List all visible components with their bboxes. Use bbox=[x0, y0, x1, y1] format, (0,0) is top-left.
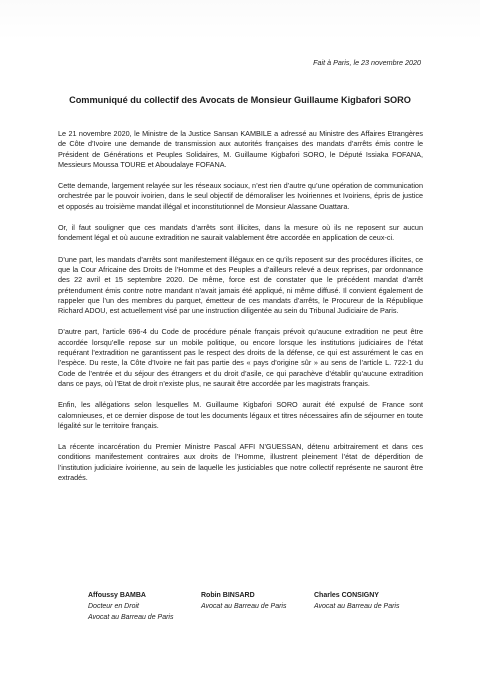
paragraph: Enfin, les allégations selon lesquelles M. Guillaume Kigbafori SORO aurait été expulsé de France sont calomnieuses, et ce dernier dispose de tout les documents légaux et titres nécessaires afin de séjourner en toute légalité sur le territoire français. bbox=[58, 400, 423, 430]
signatory-title: Avocat au Barreau de Paris bbox=[88, 614, 174, 621]
document-body bbox=[58, 129, 423, 494]
signature-bamba bbox=[88, 590, 173, 623]
signatory-name: Affoussy BAMBA bbox=[88, 592, 146, 599]
signature-binsard bbox=[201, 590, 286, 612]
document-title: Communiqué du collectif des Avocats de Monsieur Guillaume Kigbafori SORO bbox=[69, 95, 411, 105]
paragraph: Cette demande, largement relayée sur les réseaux sociaux, n’est rien d’autre qu’une opération de communication orchestrée par le pouvoir ivoirien, dans le seul objectif de démoraliser les Ivoiriennes et Ivoiriens, épris de justice et opposés au troisième mandat illégal et inconstitutionnel de Monsieur Alassane Ouattara. bbox=[58, 181, 423, 211]
paragraph: Le 21 novembre 2020, le Ministre de la Justice Sansan KAMBILE a adressé au Ministre des Affaires Etrangères de Côte d’Ivoire une demande de transmission aux autorités françaises des mandats d’arrêts émis contre le Président de Générations et Peuples Solidaires, M. Guillaume Kigbafori SORO, le Député Issiaka FOFANA, Messieurs Moussa TOURE et Aboudalaye FOFANA. bbox=[58, 129, 423, 169]
paragraph: Or, il faut souligner que ces mandats d’arrêts sont illicites, dans la mesure où ils ne reposent sur aucun fondement légal et où aucune extradition ne saurait valablement être accordée en application de ceux-ci. bbox=[58, 223, 423, 243]
signatory-title: Avocat au Barreau de Paris bbox=[201, 603, 287, 610]
signature-consigny bbox=[314, 590, 399, 612]
signatory-title: Docteur en Droit bbox=[88, 603, 139, 610]
signatory-name: Robin BINSARD bbox=[201, 592, 255, 599]
date-line: Fait à Paris, le 23 novembre 2020 bbox=[313, 58, 421, 67]
paragraph: La récente incarcération du Premier Ministre Pascal AFFI N’GUESSAN, détenu arbitrairement et dans ces conditions manifestement contraires aux droits de l’Homme, illustrent pleinement l’état de déperdition de l’institution judiciaire ivoirienne, au sein de laquelle les justiciables que notre collectif représente ne sauront être extradés. bbox=[58, 442, 423, 483]
signatory-name: Charles CONSIGNY bbox=[314, 592, 379, 599]
signatory-title: Avocat au Barreau de Paris bbox=[314, 603, 400, 610]
paragraph: D’une part, les mandats d’arrêts sont manifestement illégaux en ce qu’ils reposent sur des procédures illicites, ce que la Cour Africaine des Droits de l’Homme et des Peuples a d’ailleurs relevé a deux reprises, par ordonnance des 22 avril et 15 septembre 2020. De même, force est de constater que le précédent mandat d’arrêt prétendument émis contre notre mandant n’avait jamais été appliqué, ni même diffusé. Il convient également de rappeler que l’un des membres du parquet, émetteur de ces mandats d’arrêts, le Procureur de la République Richard ADOU, est actuellement visé par une instruction diligentée au sein du Tribunal Judiciaire de Paris. bbox=[58, 254, 423, 316]
paragraph: D’autre part, l’article 696-4 du Code de procédure pénale français prévoit qu’aucune extradition ne peut être accordée lorsqu’elle repose sur un mobile politique, ou encore lorsque les institutions judiciaires de l’état requérant l’extradition ne garantissent pas le respect des droits de la défense, ce qui est assurément le cas en l’espèce. Du reste, la Côte d’Ivoire ne fait pas partie des « pays d’origine sûr » au sens de l’article L. 722-1 du Code de l’entrée et du séjour des étrangers et du droit d’asile, ce qui parachève d’établir qu’aucune extradition dans ce pays, où l’Etat de droit n’existe plus, ne saurait être accordée par les magistrats français. bbox=[58, 327, 423, 388]
